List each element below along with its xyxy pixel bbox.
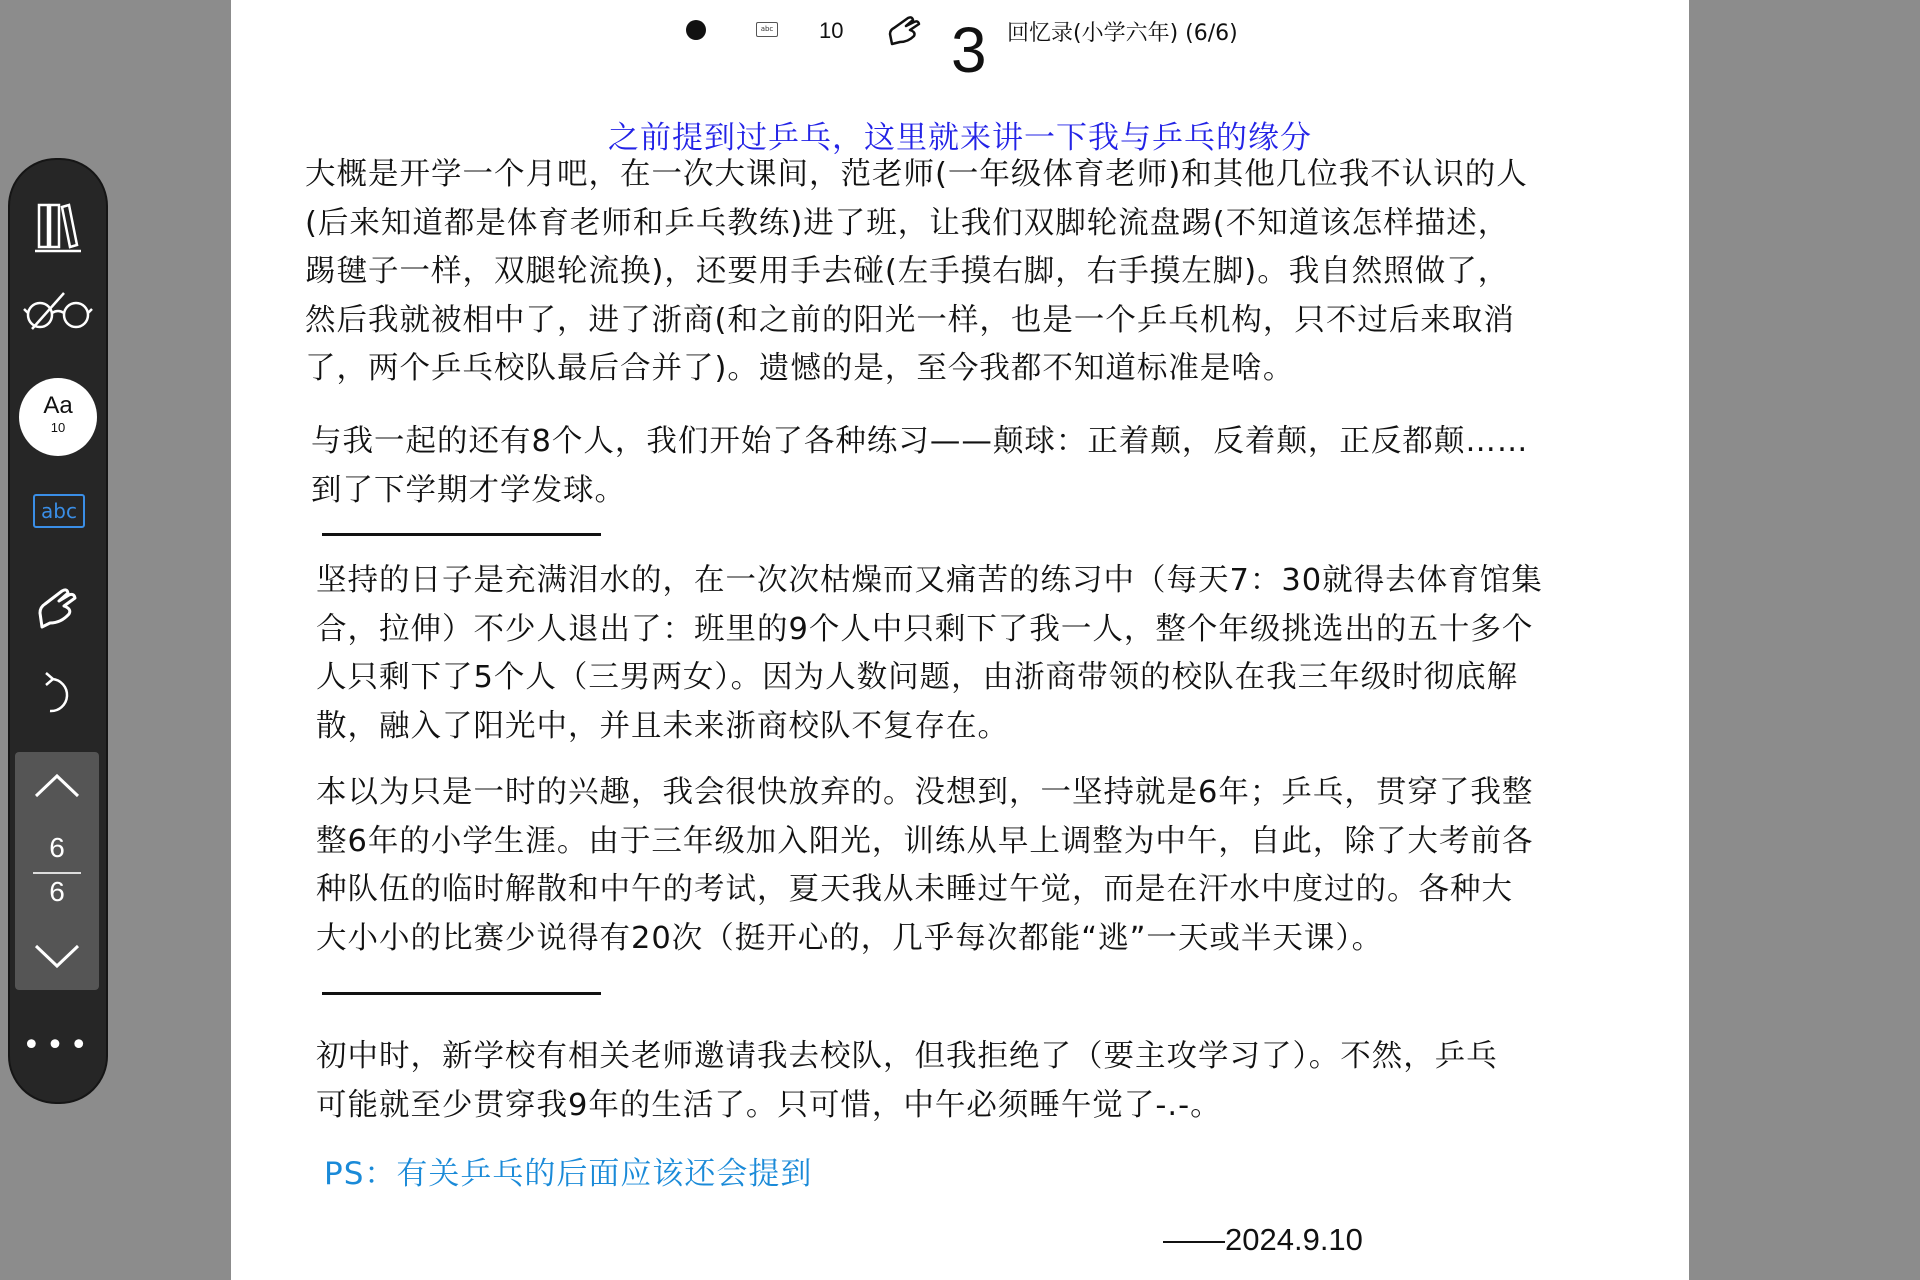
text-line: 大概是开学一个月吧，在一次大课间，范老师(一年级体育老师)和其他几位我不认识的人 [305,157,1528,192]
signature-date: ——2024.9.10 [1163,1222,1363,1257]
reader-toolbar [8,158,108,1104]
text-line: 可能就至少贯穿我9年的生活了。只可惜，中午必须睡午觉了-.-。 [316,1087,1222,1123]
text-line: 坚持的日子是充满泪水的，在一次次枯燥而又痛苦的练习中（每天7：30就得去体育馆集 [316,563,1543,598]
abc-mini-icon: abc [756,22,778,37]
status-font-size: 10 [819,18,844,43]
text-line: 踢毽子一样，双腿轮流换)，还要用手去碰(左手摸右脚，右手摸左脚)。我自然照做了， [305,254,1510,289]
text-line: (后来知道都是体育老师和乒乓教练)进了班，让我们双脚轮流盘踢(不知道该怎样描述， [305,205,1510,241]
divider-line [322,533,601,536]
paragraph-3 [316,557,1543,751]
hand-gesture-icon [32,583,84,633]
text-line: 种队伍的临时解散和中午的考试，夏天我从未睡过午觉，而是在汗水中度过的。各种大 [316,872,1513,907]
text-line: 到了下学期才学发球。 [311,472,626,508]
paragraph-5 [316,1033,1498,1130]
library-button[interactable] [10,196,106,258]
page-fraction-line [33,872,81,874]
page-number-large: 3 [951,14,987,86]
page-up-button[interactable] [15,766,99,806]
divider-line [322,992,601,995]
chevron-up-icon [33,773,81,799]
library-icon [33,199,83,255]
paragraph-1 [305,151,1528,394]
text-line: 人只剩下了5个人（三男两女）。因为人数问题，由浙商带领的校队在我三年级时彻底解 [316,660,1519,695]
font-size-button[interactable] [19,378,97,456]
page-navigator [15,752,99,990]
reading-mode-button[interactable] [10,286,106,336]
paragraph-2 [311,418,1528,515]
text-line: 初中时，新学校有相关老师邀请我去校队，但我拒绝了（要主攻学习了）。不然，乒乓 [316,1039,1498,1074]
text-line: 了，两个乒乓校队最后合并了)。遗憾的是，至今我都不知道标准是啥。 [305,351,1295,386]
text-line: 本以为只是一时的兴趣，我会很快放弃的。没想到，一坚持就是6年；乒乓，贯穿了我整 [316,775,1534,810]
hand-mini-icon [886,12,926,48]
page-down-button[interactable] [15,936,99,976]
paragraph-4 [316,769,1533,963]
text-line: 与我一起的还有8个人，我们开始了各种练习——颠球：正着颠，反着颠，正反都颠…… [311,424,1529,459]
ps-note: PS：有关乒乓的后面应该还会提到 [324,1156,813,1192]
handwriting-button[interactable] [10,580,106,636]
glasses-icon [22,289,94,333]
current-page-number: 6 [49,832,65,863]
undo-button[interactable] [10,668,106,720]
reader-page [231,0,1689,1280]
chevron-down-icon [33,943,81,969]
text-line: 散，融入了阳光中，并且未来浙商校队不复存在。 [316,708,1009,744]
text-recognition-button[interactable]: abc [33,494,85,528]
total-pages-number: 6 [49,876,65,907]
more-menu-button[interactable]: ••• [22,1028,94,1063]
font-label: Aa [43,392,73,419]
book-title: 回忆录(小学六年) (6/6) [1007,21,1238,46]
chapter-heading: 之前提到过乒乓，这里就来讲一下我与乒乓的缘分 [608,120,1312,156]
text-line: 整6年的小学生涯。由于三年级加入阳光，训练从早上调整为中午，自此，除了大考前各 [316,823,1534,859]
text-line: 大小小的比赛少说得有20次（挺开心的，几乎每次都能“逃”一天或半天课）。 [316,920,1384,956]
font-size-value: 10 [50,420,66,435]
undo-icon [38,671,78,717]
text-line: 然后我就被相中了，进了浙商(和之前的阳光一样，也是一个乒乓机构，只不过后来取消 [305,302,1515,338]
record-dot-icon [686,20,706,40]
text-line: 合，拉伸）不少人退出了：班里的9个人中只剩下了我一人，整个年级挑选出的五十多个 [316,611,1534,647]
